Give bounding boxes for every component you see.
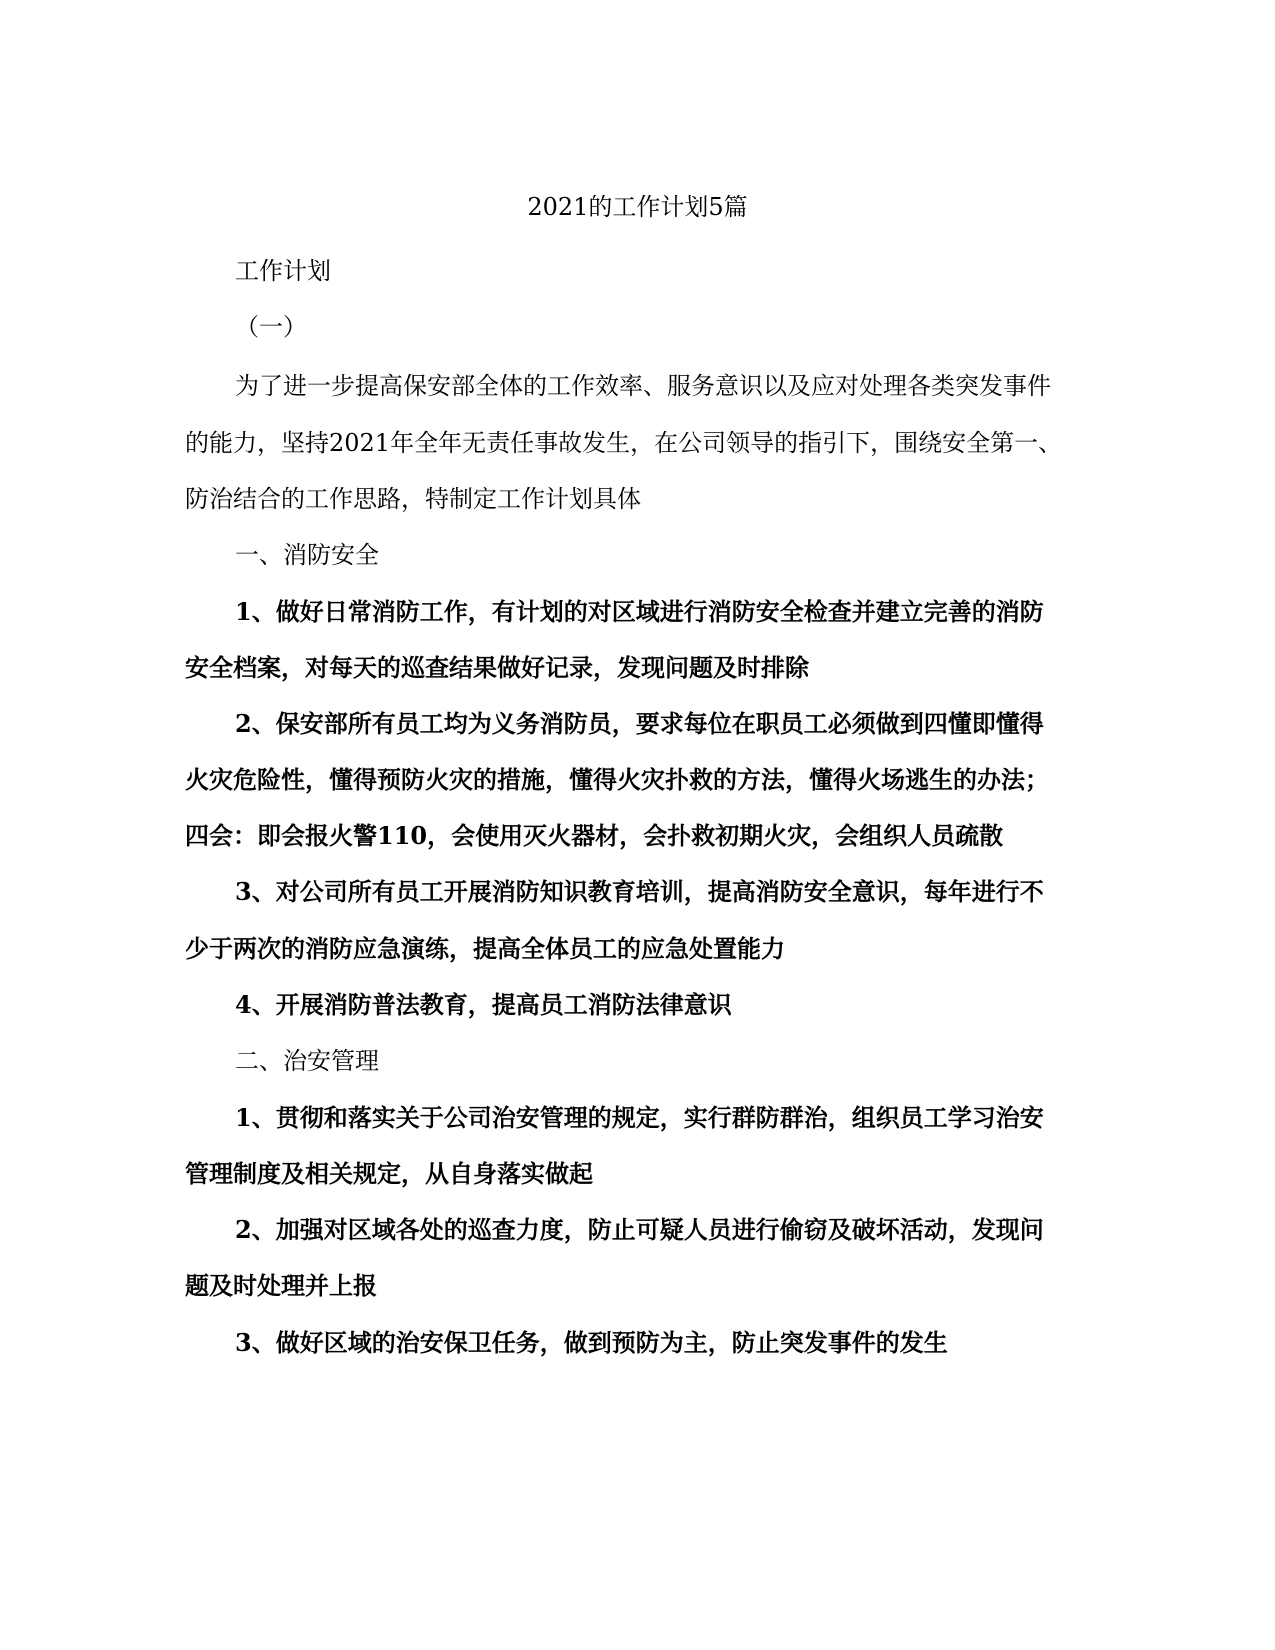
fire-safety-item: 2、保安部所有员工均为义务消防员，要求每位在职员工必须做到四懂即懂得 (235, 709, 1044, 738)
fire-safety-item: 4、开展消防普法教育，提高员工消防法律意识 (235, 990, 732, 1019)
fire-safety-item: 火灾危险性，懂得预防火灾的措施，懂得火灾扑救的方法，懂得火场逃生的办法； (185, 765, 1049, 794)
document-subtitle: 工作计划 (235, 257, 331, 285)
section-heading-fire-safety: 一、消防安全 (235, 541, 379, 569)
public-security-item: 题及时处理并上报 (185, 1271, 377, 1300)
public-security-item: 2、加强对区域各处的巡查力度，防止可疑人员进行偷窃及破坏活动，发现问 (235, 1215, 1044, 1244)
fire-safety-item: 四会：即会报火警110，会使用灭火器材，会扑救初期火灾，会组织人员疏散 (185, 821, 1004, 850)
document-title: 2021的工作计划5篇 (527, 193, 748, 221)
section-heading-public-security: 二、治安管理 (235, 1047, 379, 1075)
public-security-item: 管理制度及相关规定，从自身落实做起 (185, 1159, 593, 1188)
fire-safety-item: 安全档案，对每天的巡查结果做好记录，发现问题及时排除 (185, 653, 809, 682)
section-number: （一） (235, 313, 307, 341)
fire-safety-item: 3、对公司所有员工开展消防知识教育培训，提高消防安全意识，每年进行不 (235, 877, 1044, 906)
public-security-item: 1、贯彻和落实关于公司治安管理的规定，实行群防群治，组织员工学习治安 (235, 1103, 1044, 1132)
intro-line: 防治结合的工作思路，特制定工作计划具体 (185, 485, 641, 513)
fire-safety-item: 1、做好日常消防工作，有计划的对区域进行消防安全检查并建立完善的消防 (235, 597, 1044, 626)
public-security-item: 3、做好区域的治安保卫任务，做到预防为主，防止突发事件的发生 (235, 1328, 948, 1357)
fire-safety-item: 少于两次的消防应急演练，提高全体员工的应急处置能力 (185, 934, 785, 963)
intro-line: 为了进一步提高保安部全体的工作效率、服务意识以及应对处理各类突发事件 (235, 372, 1051, 400)
intro-line: 的能力，坚持2021年全年无责任事故发生，在公司领导的指引下，围绕安全第一、 (185, 429, 1063, 457)
